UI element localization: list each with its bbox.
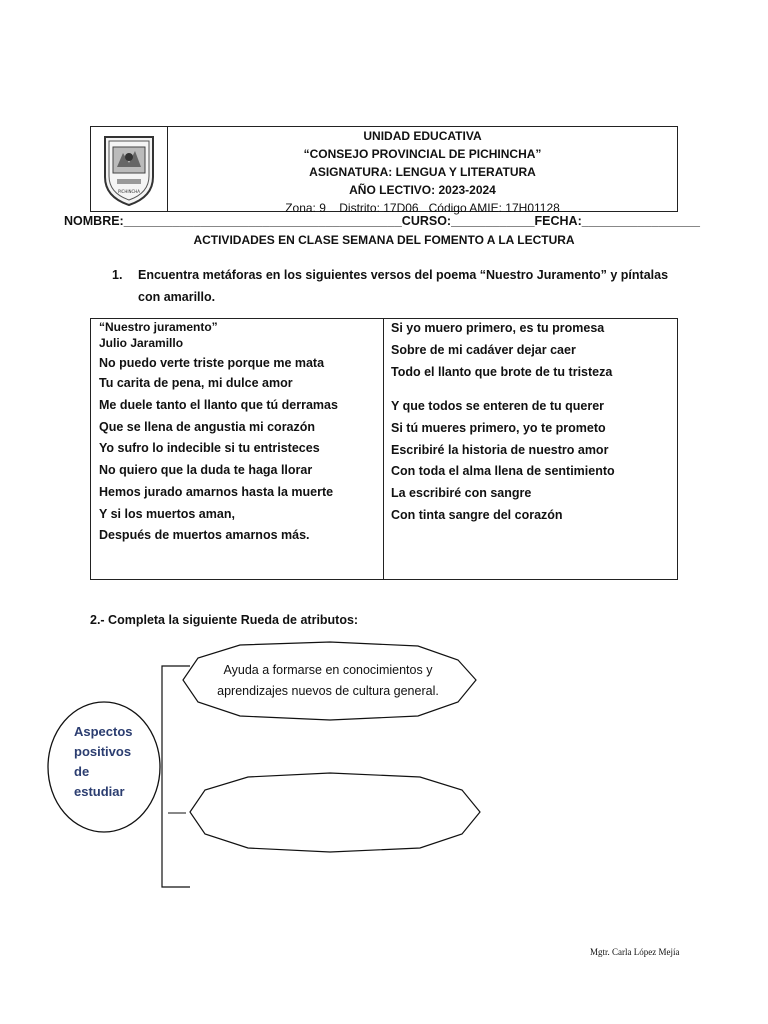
question-1-number: 1.: [112, 268, 123, 282]
center-label-line: de: [74, 764, 90, 779]
poem-table: [90, 318, 678, 580]
school-crest-icon: [91, 127, 167, 211]
center-label: [74, 722, 144, 802]
poem-line: Después de muertos amarnos más.: [99, 528, 310, 542]
question-1-text: Encuentra metáforas en los siguientes versos del poema “Nuestro Juramento” y píntalas con amarillo.: [138, 268, 669, 304]
poem-line: Si yo muero primero, es tu promesa: [391, 321, 605, 335]
footer-author: Mgtr. Carla López Mejía: [590, 947, 680, 957]
connector-bracket: [162, 666, 190, 887]
poem-line: Que se llena de angustia mi corazón: [99, 420, 316, 434]
poem-line: No quiero que la duda te haga llorar: [99, 463, 313, 477]
poem-line: Y que todos se enteren de tu querer: [391, 399, 605, 413]
attribute-bubble-2[interactable]: [190, 773, 480, 852]
center-label-line: positivos: [74, 744, 132, 759]
svg-text:PICHINCHA: PICHINCHA: [117, 189, 141, 194]
poem-line: Sobre de mi cadáver dejar caer: [391, 343, 576, 357]
poem-line: La escribiré con sangre: [391, 486, 532, 500]
poem-title: “Nuestro juramento”: [99, 320, 218, 334]
poem-line: Me duele tanto el llanto que tú derramas: [99, 398, 338, 412]
poem-line: No puedo verte triste porque me mata: [99, 356, 325, 370]
poem-author: Julio Jaramillo: [99, 336, 184, 350]
poem-line: Yo sufro lo indecible si tu entristeces: [99, 441, 320, 455]
attribute-bubble-1-text: Ayuda a formarse en conocimientos y aprendizajes nuevos de cultura general.: [217, 663, 439, 698]
school-year-line: AÑO LECTIVO: 2023-2024: [349, 183, 496, 197]
poem-line: Hemos jurado amarnos hasta la muerte: [99, 485, 334, 499]
center-label-line: Aspectos: [74, 724, 133, 739]
question-1: [112, 264, 682, 308]
poem-line: Todo el llanto que brote de tu tristeza: [391, 365, 613, 379]
school-name-line2: “CONSEJO PROVINCIAL DE PICHINCHA”: [303, 147, 542, 161]
activity-title: ACTIVIDADES EN CLASE SEMANA DEL FOMENTO A LA LECTURA: [193, 233, 575, 247]
poem-line: Con tinta sangre del corazón: [391, 508, 563, 522]
header-table: [90, 126, 678, 215]
poem-line: Escribiré la historia de nuestro amor: [391, 443, 609, 457]
center-label-line: estudiar: [74, 784, 125, 799]
question-2-text: 2.- Completa la siguiente Rueda de atributos:: [90, 613, 359, 627]
header-text: [168, 127, 677, 215]
student-info-line[interactable]: NOMBRE:________________________________________CURSO:____________FECHA:_________________: [64, 214, 700, 228]
subject-line: ASIGNATURA: LENGUA Y LITERATURA: [309, 165, 536, 179]
school-name-line1: UNIDAD EDUCATIVA: [363, 129, 482, 143]
poem-line: Tu carita de pena, mi dulce amor: [99, 376, 293, 390]
logo-cell: [91, 127, 168, 211]
poem-line: Y si los muertos aman,: [99, 507, 235, 521]
codes-line: Zona: 9 Distrito: 17D06 Código AMIE: 17H01128: [285, 201, 560, 215]
poem-line: Con toda el alma llena de sentimiento: [391, 464, 615, 478]
poem-line: Si tú mueres primero, yo te prometo: [391, 421, 606, 435]
